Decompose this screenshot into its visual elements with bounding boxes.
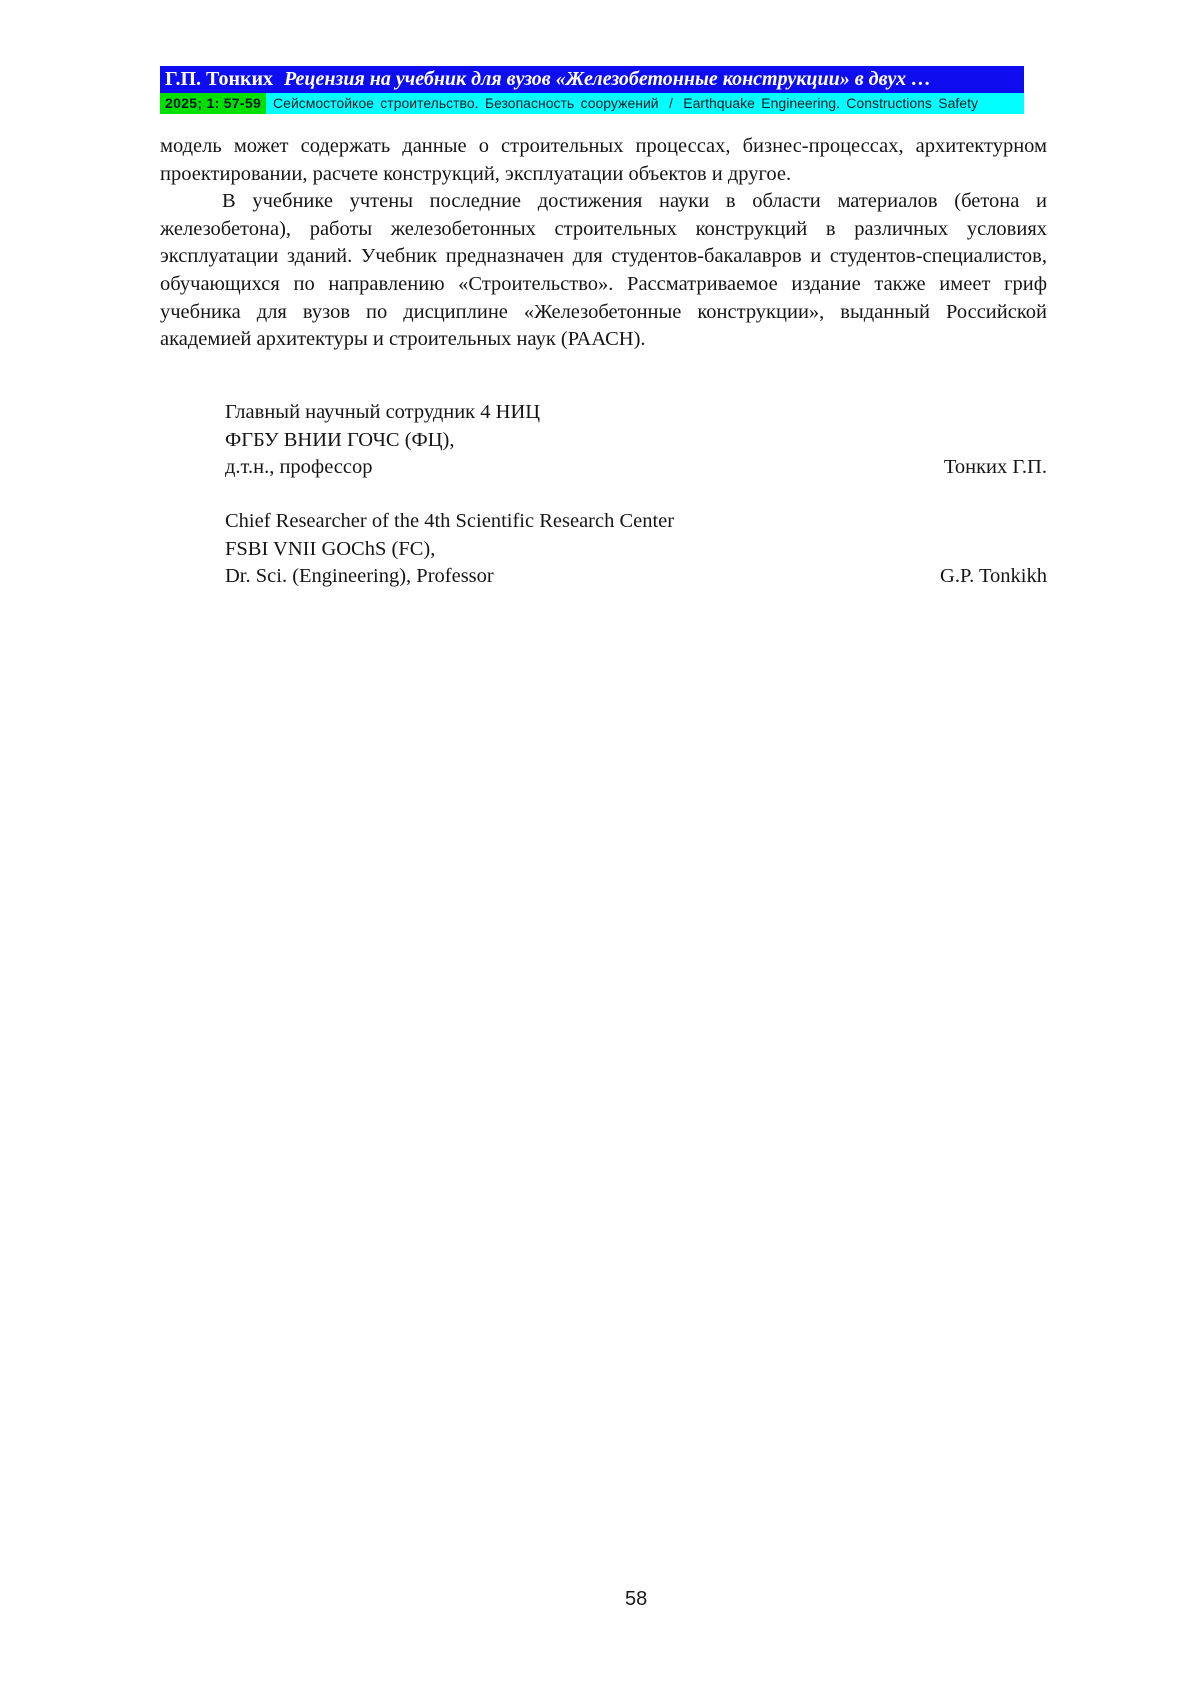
journal-info-bar bbox=[160, 93, 1024, 114]
signature-ru-position: Главный научный сотрудник 4 НИЦ bbox=[225, 401, 541, 423]
article-author: Г.П. Тонких bbox=[165, 68, 274, 90]
signature-ru-organization: ФГБУ ВНИИ ГОЧС (ФЦ), bbox=[225, 428, 455, 451]
paragraph-review: В учебнике учтены последние достижения науки в области материалов (бетона и железобетона), работы железобетонных строительных конструкций в различных условиях эксплуатации зданий. Учебник предназначен для студентов-бакалавров и студентов-специалистов, обучающихся по направлению «Строительство». Рассматриваемое издание также имеет гриф учебника для вузов по дисциплине «Железобетонные конструкции», выданный Российской академией архитектуры и строительных наук (РААСН). bbox=[160, 190, 1047, 351]
signature-block-en bbox=[160, 508, 1047, 591]
article-body bbox=[160, 133, 1047, 354]
signature-en-position: Chief Researcher of the 4th Scientific Research Center bbox=[225, 510, 675, 532]
signature-ru-degree-row bbox=[160, 454, 1047, 482]
running-header bbox=[160, 66, 1024, 114]
signature-en-degree-row bbox=[160, 563, 1047, 591]
signature-en-name: G.P. Tonkikh bbox=[940, 565, 1047, 588]
signature-block-ru bbox=[160, 399, 1047, 482]
journal-name-strip bbox=[266, 93, 1024, 114]
article-title-bar bbox=[160, 66, 1024, 93]
journal-name-en: Earthquake Engineering. Constructions Safety bbox=[683, 95, 978, 111]
signature-en-degree: Dr. Sci. (Engineering), Professor bbox=[225, 565, 494, 588]
signature-ru-name: Тонких Г.П. bbox=[943, 456, 1047, 479]
journal-name-ru: Сейсмостойкое строительство. Безопасность сооружений bbox=[273, 95, 659, 111]
paragraph-continuation: модель может содержать данные о строительных процессах, бизнес-процессах, архитектурном проектировании, расчете конструкций, эксплуатации объектов и другое. bbox=[160, 135, 1047, 185]
page-number: 58 bbox=[625, 1588, 648, 1610]
signature-en-organization: FSBI VNII GOChS (FC), bbox=[225, 537, 436, 560]
citation-badge: 2025; 1: 57-59 bbox=[160, 93, 266, 114]
journal-name-divider: / bbox=[669, 95, 673, 111]
signature-ru-degree: д.т.н., профессор bbox=[225, 456, 373, 479]
article-title: Рецензия на учебник для вузов «Железобетонные конструкции» в двух … bbox=[284, 68, 932, 90]
